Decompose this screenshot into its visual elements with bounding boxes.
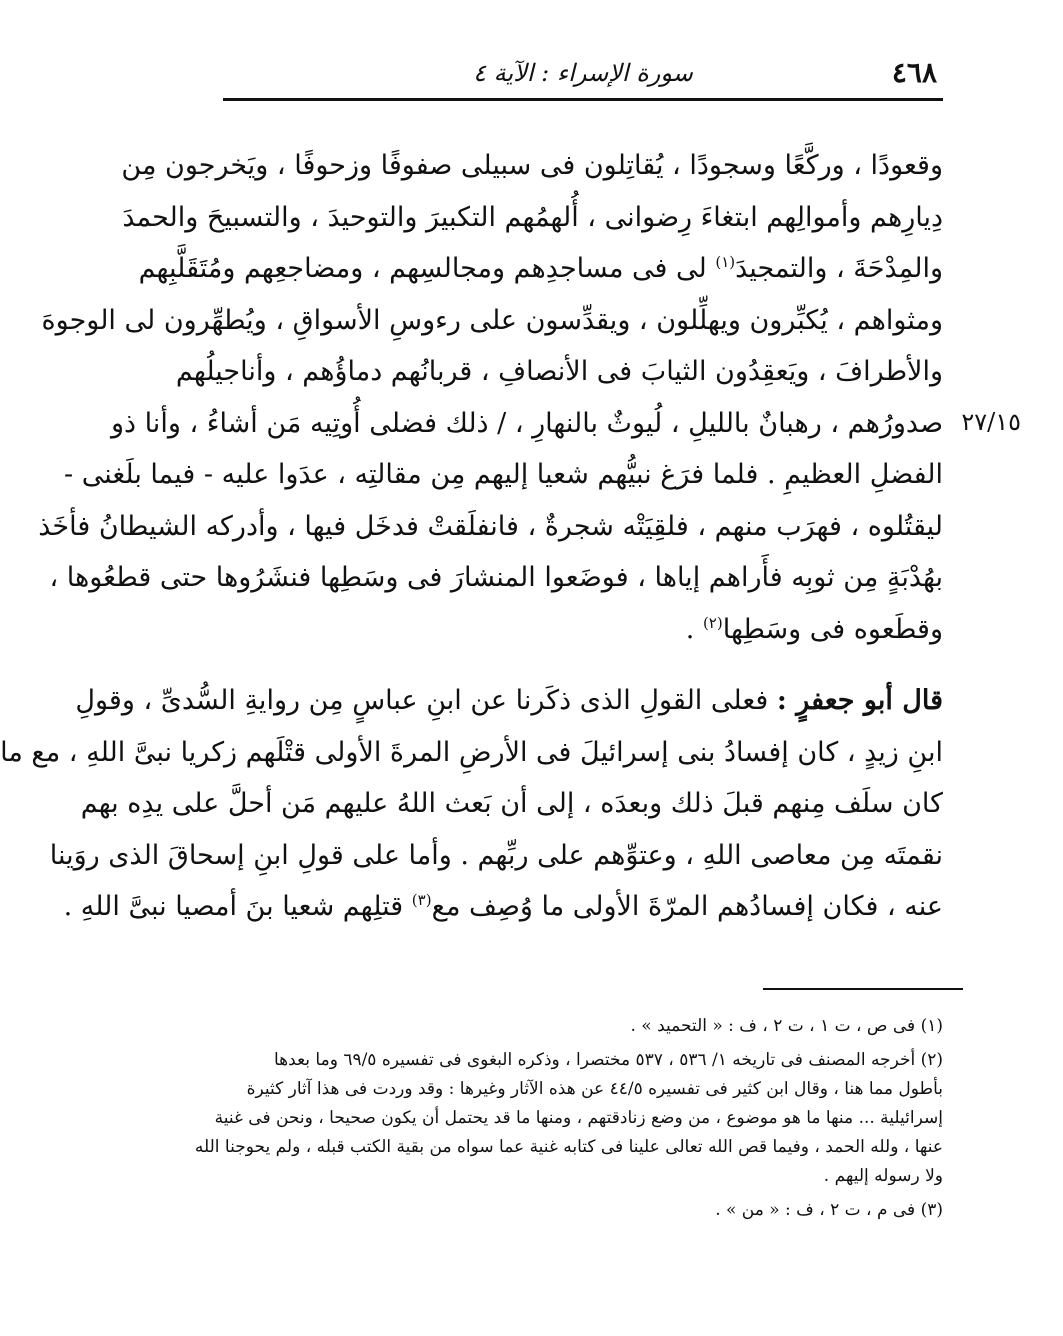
footnote-1: [223, 1012, 943, 1041]
running-title: سورة الإسراء : الآية ٤: [473, 59, 693, 87]
text-line: [75, 675, 943, 727]
text-line: [63, 881, 943, 933]
text-line: والأطرافَ ، ويَعقِدُون الثيابَ فى الأنصافِ ، قربانُهم دماؤُهم ، وأناجيلُهم: [175, 356, 943, 387]
text-line: ابنِ زيدٍ ، كان إفسادُ بنى إسرائيلَ فى الأرضِ المرةَ الأولى قتْلَهم زكريا نبىَّ اللهِ ، مع ما: [0, 736, 943, 768]
text-line: [223, 604, 943, 656]
footnote-line: (٣) فى م ، ت ٢ ، ف : « من » .: [715, 1200, 943, 1220]
text-line: الفضلِ العظيمِ . فلما فرَغ نبيُّهم شعيا إليهم مِن مقالتِه ، عدَوا عليه - فيما بلَغنى -: [64, 459, 943, 490]
margin-reference: ٢٧/١٥: [961, 408, 1021, 436]
footnote-line: ولا رسوله إليهم .: [823, 1166, 943, 1186]
main-text: [0, 140, 943, 933]
speaker-label: قال أبو جعفرٍ :: [776, 685, 943, 716]
text-segment: والمِدْحَةَ ، والتمجيدَ: [735, 253, 943, 284]
footnote-3: [223, 1196, 943, 1225]
text-segment: عنه ، فكان إفسادُهم المرّةَ الأولى ما وُصِف مع: [431, 891, 943, 922]
text-segment: لى فى مساجدِهم ومجالسِهم ، ومضاجعِهم ومُتَقَلَّبِهم: [138, 253, 707, 284]
text-segment: وقطَعوه فى وسَطِها: [722, 613, 943, 645]
paragraph-1: [38, 140, 943, 655]
text-line: بهُدْبَةٍ مِن ثوبِه فأَراهم إياها ، فوضَعوا المنشارَ فى وسَطِها فنشَرُوها حتى قطعُوها ،: [49, 562, 943, 593]
text-line: صدورُهم ، رهبانٌ بالليلِ ، لُيوثٌ بالنهارِ ، / ذلك فضلى أُوتِيه مَن أشاءُ ، وأنا ذو: [110, 407, 943, 439]
footnote-line: بأطول مما هنا ، وقال ابن كثير فى تفسيره ٤٤/٥ عن هذه الآثار وغيرها : وقد وردت فى هذا آثار كثيرة: [246, 1079, 943, 1099]
text-line: وقعودًا ، وركَّعًا وسجودًا ، يُقاتِلون فى سبيلى صفوفًا وزحوفًا ، ويَخرجون مِن: [121, 150, 943, 181]
footnote-line: (١) فى ص ، ت ١ ، ت ٢ ، ف : « التحميد » .: [630, 1016, 943, 1036]
footnotes: [194, 1012, 943, 1230]
text-segment: قتلِهم شعيا بنَ أمصيا نبىَّ اللهِ .: [63, 891, 412, 922]
footnote-line: إسرائيلية ... منها ما هو موضوع ، من وضع زنادقتهم ، ومنها ما قد يحتمل أن يكون صحيحا ، ونحن فى غنية: [214, 1108, 943, 1128]
footnote-reference: (١): [715, 253, 736, 271]
footnote-line: عنها ، ولله الحمد ، وفيما قص الله تعالى علينا فى كتابه غنية عما سواه من بقية الكتب قبله ، ولم يحوجنا الله: [194, 1137, 943, 1157]
footnote-line: (٢) أخرجه المصنف فى تاريخه ١/ ٥٣٦ ، ٥٣٧ مختصرا ، وذكره البغوى فى تفسيره ٦٩/٥ وما بعدها: [274, 1050, 943, 1070]
text-line: نقمتَه مِن معاصى اللهِ ، وعتوِّهم على ربِّهم . وأما على قولِ ابنِ إسحاقَ الذى روَينا: [49, 839, 943, 871]
page-header: [223, 52, 943, 101]
text-line: دِيارِهم وأموالِهم ابتغاءَ رِضوانى ، أُلهمُهم التكبيرَ والتوحيدَ ، والتسبيحَ والحمدَ: [122, 201, 943, 233]
text-line: [138, 243, 943, 295]
text-line: ومثواهم ، يُكبِّرون ويهلِّلون ، ويقدِّسون على رءوسِ الأسواقِ ، ويُطهِّرون لى الوجوهَ: [41, 304, 943, 336]
page-number: ٤٦٨: [891, 56, 937, 89]
text-segment: .: [685, 613, 703, 645]
text-line: ليقتُلوه ، فهرَب منهم ، فلقِيَتْه شجرةٌ ، فانفلَقتْ فدخَل فيها ، وأدركه الشيطانُ فأخَذ: [38, 510, 943, 542]
paragraph-2: [0, 675, 943, 933]
footnote-separator: [763, 988, 963, 990]
footnote-2: [194, 1046, 943, 1191]
footnote-reference: (٢): [702, 613, 723, 632]
footnote-reference: (٣): [411, 891, 432, 909]
text-segment: فعلى القولِ الذى ذكَرنا عن ابنِ عباسٍ مِن روايةِ السُّدىِّ ، وقولِ: [75, 685, 769, 716]
text-line: كان سلَف مِنهم قبلَ ذلك وبعدَه ، إلى أن بَعث اللهُ عليهم مَن أحلَّ على يدِه بهم: [80, 788, 943, 819]
